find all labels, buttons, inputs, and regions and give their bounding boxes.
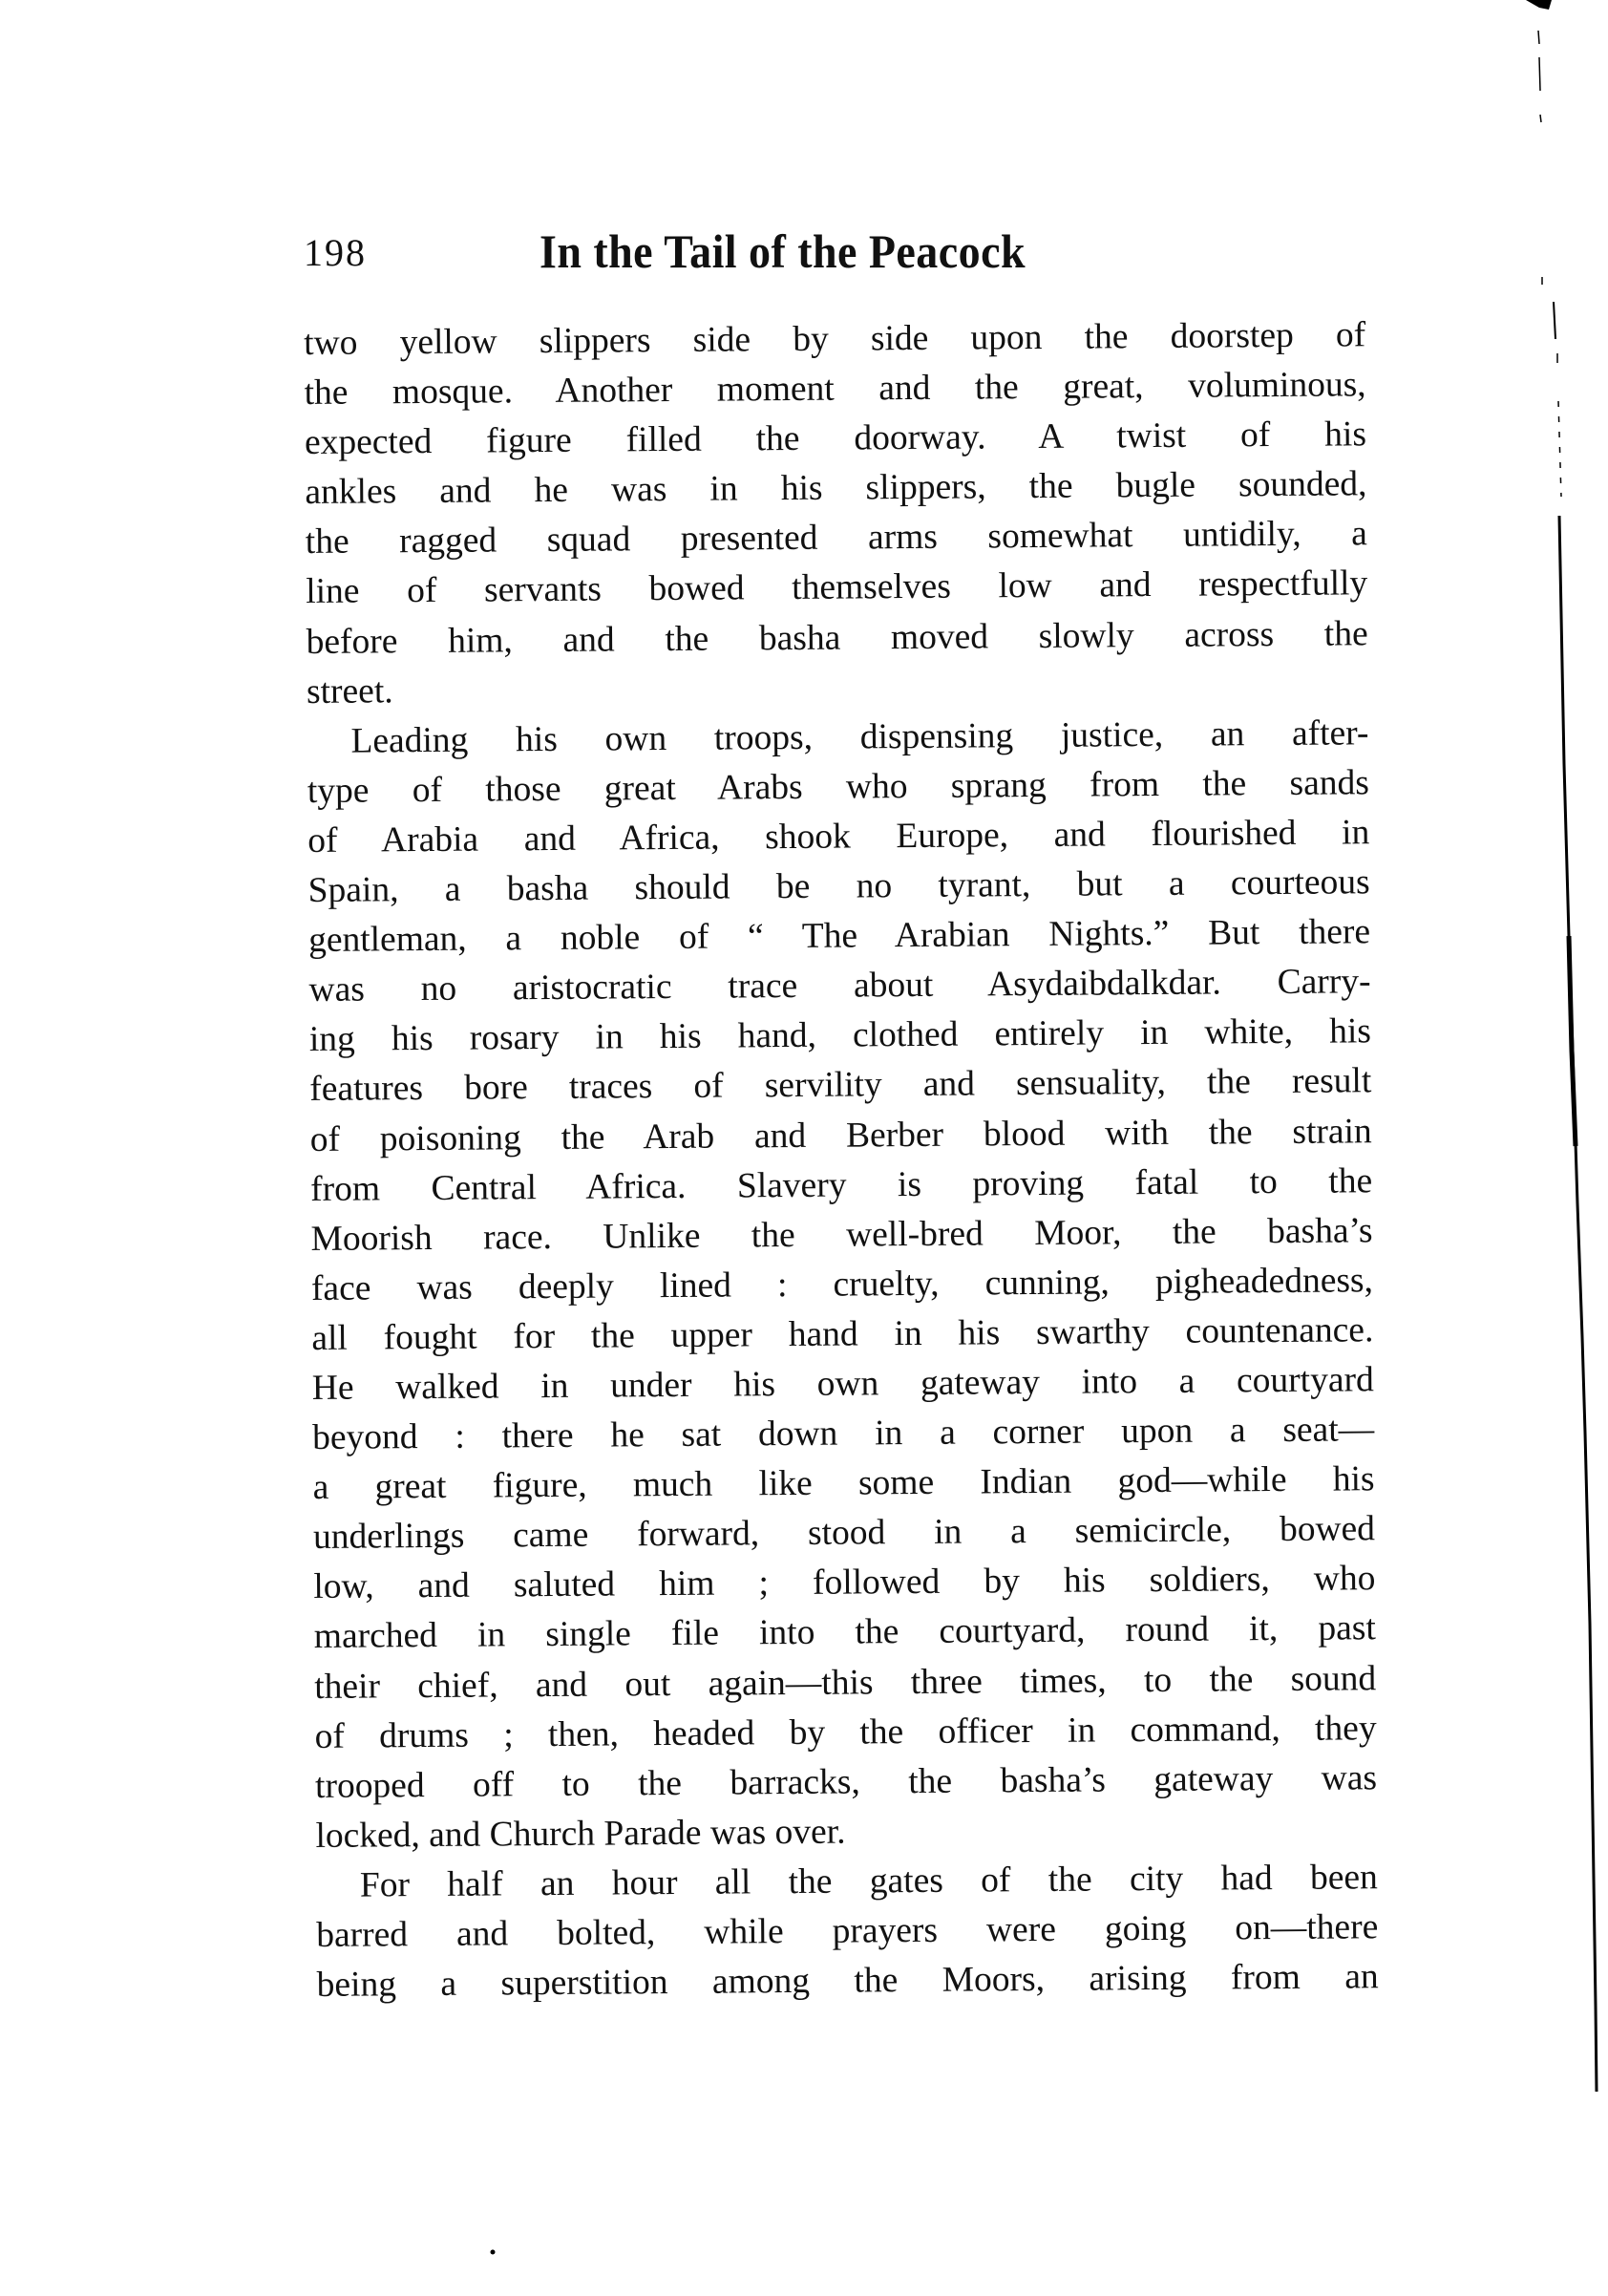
text-line: For half an hour all the gates of the city had been	[359, 1858, 1379, 1905]
text-line: gentleman, a noble of “ The Arabian Nights.” But there	[307, 912, 1371, 961]
text-line: locked, and Church Parade was over.	[315, 1812, 846, 1856]
text-line: trooped off to the barracks, the basha’s gateway was	[314, 1757, 1378, 1806]
text-line: He walked in under his own gateway into a courtyard	[311, 1360, 1374, 1408]
text-line: barred and bolted, while prayers were going on—there	[316, 1907, 1379, 1955]
text-line: ing his rosary in his hand, clothed entirely in white, his	[308, 1011, 1372, 1060]
running-title: In the Tail of the Peacock	[540, 224, 1026, 278]
text-line: the mosque. Another moment and the great, voluminous,	[304, 365, 1366, 414]
text-line: Spain, a basha should be no tyrant, but a courteous	[307, 862, 1370, 911]
paragraph	[307, 709, 1377, 1861]
text-line: Moorish race. Unlike the well-bred Moor, the basha’s	[310, 1210, 1373, 1259]
text-line: expected figure filled the doorway. A twist of his	[304, 415, 1367, 463]
text-line: all fought for the upper hand in his swarthy countenance.	[311, 1310, 1374, 1358]
text-line: their chief, and out again—this three times, to the sound	[314, 1658, 1377, 1707]
text-line: underlings came forward, stood in a semicircle, bowed	[312, 1509, 1376, 1558]
paragraph	[316, 1853, 1379, 2010]
text-line: line of servants bowed themselves low and respectfully	[306, 563, 1368, 612]
text-line: of poisoning the Arab and Berber blood with the strain	[309, 1111, 1372, 1159]
text-line: marched in single file into the courtyard, round it, past	[313, 1608, 1376, 1657]
text-line: of Arabia and Africa, shook Europe, and flourished in	[307, 813, 1370, 861]
text-line: a great figure, much like some Indian god—while his	[312, 1459, 1375, 1508]
body-text	[304, 310, 1379, 2010]
text-line: Leading his own troops, dispensing justice, an after-	[350, 713, 1369, 761]
text-line: before him, and the basha moved slowly across the	[306, 613, 1368, 662]
text-line: the ragged squad presented arms somewhat untidily, a	[305, 514, 1367, 563]
text-line: features bore traces of servility and sensuality, the result	[309, 1061, 1372, 1110]
text-line: of drums ; then, headed by the officer in command, they	[314, 1708, 1377, 1756]
text-line: two yellow slippers side by side upon the doorstep of	[304, 315, 1366, 363]
paragraph	[304, 310, 1368, 716]
text-line: type of those great Arabs who sprang from the sands	[307, 763, 1370, 811]
text-line: from Central Africa. Slavery is proving fatal to the	[309, 1160, 1373, 1209]
text-line: ankles and he was in his slippers, the bugle sounded,	[305, 464, 1367, 513]
text-line: street.	[306, 670, 393, 712]
text-line: beyond : there he sat down in a corner upon a seat—	[312, 1410, 1375, 1458]
text-line: face was deeply lined : cruelty, cunning, pigheadedness,	[310, 1261, 1374, 1308]
page-number: 198	[304, 231, 367, 274]
text-line: being a superstition among the Moors, arising from an	[316, 1957, 1379, 2006]
text-line: low, and saluted him ; followed by his soldiers, who	[313, 1559, 1376, 1607]
text-line: was no aristocratic trace about Asydaibdalkdar. Carry-	[308, 962, 1371, 1010]
